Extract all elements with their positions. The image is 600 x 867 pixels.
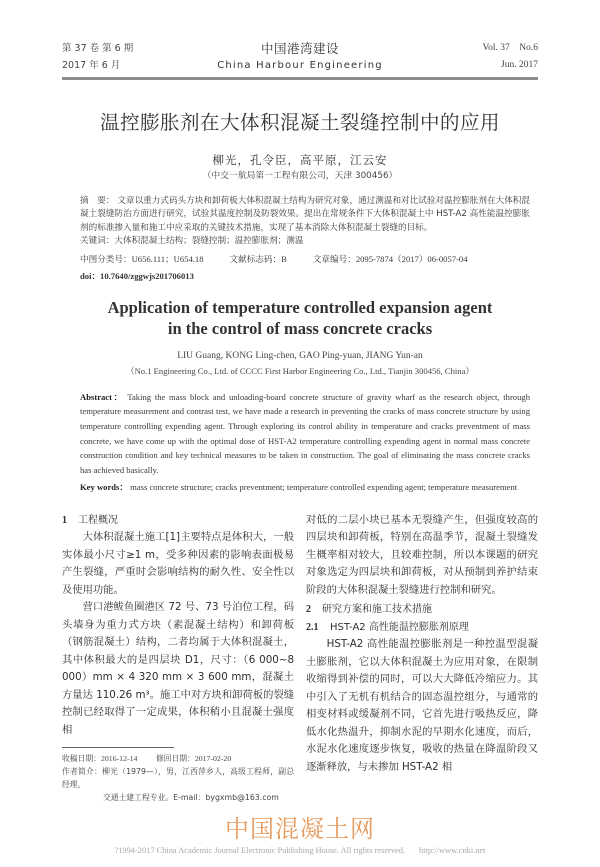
keywords-en-label: Key words：	[80, 481, 128, 492]
author-bio-label: 作者简介：	[62, 767, 103, 777]
author-bio-line1: 柳光（1979—），男，江西萍乡人，高级工程师，副总经理，	[62, 767, 295, 790]
section-2-1-heading	[306, 619, 538, 637]
article-no-value: 2095-7874（2017）06-0057-04	[355, 253, 468, 264]
title-en-line1: Application of temperature controlled expansion agent	[107, 297, 493, 317]
section-1-title: 工程概况	[78, 514, 118, 526]
section-2-1-title: HST-A2 高性能温控膨胀剂原理	[330, 621, 469, 633]
journal-name	[192, 40, 408, 74]
doi: doi：10.7640/zggwjs201706013	[80, 270, 194, 281]
abstract-cn-label: 摘 要：	[80, 196, 115, 206]
abstract-en-label: Abstract：	[80, 391, 124, 402]
title-cn: 温控膨胀剂在大体积混凝土裂缝控制中的应用	[99, 111, 500, 134]
classification-line	[80, 252, 530, 267]
section-1-number: 1	[62, 514, 67, 526]
abstract-en-text: Taking the mass block and unloading-board concrete structure of gravity wharf as the research object, through temperature measurement and contrast test, we have made a research in preventing the cracks of mass concrete structure by using temperature controlling expending agent. Through exploring its control ability in temperature and cracks preventment of mass concrete, we have come up with the optimal dose of HST-A2 temperature controlling expending agent in normal mass concrete construction condition and key technical measures to be taken in construction. The goal of eliminating the mass concrete cracks has achieved basically.	[80, 391, 530, 476]
journal-name-en: China Harbour Engineering	[217, 60, 383, 71]
paragraph-3: 对低的二层小块已基本无裂缝产生，但强度较高的四层块和卸荷板，特别在高温季节，混凝土裂缝发生概率相对较大，且较难控制，所以本课题的研究对象选定为四层块和卸荷板，对从预制到养护结束阶段的大体积混凝土裂缝进行控制和研究。	[306, 513, 538, 596]
section-1-heading	[62, 512, 294, 530]
body-columns	[62, 512, 538, 805]
article-no-label: 文章编号：	[312, 254, 356, 265]
section-2-title: 研究方案和施工技术措施	[322, 604, 432, 616]
doc-code-group	[230, 252, 287, 267]
keywords-en-line	[80, 480, 530, 494]
affiliation-cn: （中交一航局第一工程有限公司，天津 300456）	[202, 171, 398, 181]
received-label: 收稿日期：	[62, 754, 101, 764]
watermark: 中国混凝土网	[225, 815, 375, 844]
body-column-left	[62, 512, 294, 805]
article-no-group	[313, 252, 468, 267]
journal-name-cn: 中国港湾建设	[260, 41, 339, 56]
abstract-cn	[80, 195, 530, 249]
issue-info-en	[408, 40, 538, 74]
authors-en: LIU Guang, KONG Ling-chen, GAO Ping-yuan, JIANG Yun-an	[177, 350, 423, 361]
front-matter-cn	[62, 195, 538, 283]
issue-info-cn	[62, 40, 192, 74]
section-2-number: 2	[306, 604, 311, 616]
clc-group	[80, 252, 204, 267]
abstract-cn-text: 文章以重力式码头方块和卸荷板大体积混凝土结构为研究对象，通过测温和对比试验对温控膨胀剂在大体积混凝土裂缝防治方面进行研究，试验其温度控制及防裂效果。提出在常规条件下大体积混凝土中 HST-A2 高性能温控膨胀剂的标准掺入量和施工中应采取的关键技术措施，实现了基本消除大体积混凝土裂缝的目标。	[80, 196, 530, 233]
affiliation-en: （No.1 Engineering Co., Ltd. of CCCC First Harbor Engineering Co., Ltd., Tianjin 300456, China）	[125, 365, 475, 376]
doc-code-label: 文献标志码：	[229, 254, 282, 265]
date-en: Jun. 2017	[501, 60, 538, 70]
running-header	[62, 40, 538, 74]
header-rule	[62, 77, 538, 80]
paragraph-4: HST-A2 高性能温控膨胀剂是一种控温型混凝土膨胀剂，它以大体积混凝土为应用对象，在限制收缩得到补偿的同时，可以大大降低冷缩应力。其中引入了无机有机结合的固态温控组分，与通常的相变材料或缓凝剂不同，它首先进行吸热反应，降低水化热温升，抑制水泥的早期水化速度，而后，水泥水化速度逐步恢复，吸收的热量在降温阶段又逐渐释放，与未掺加 HST-A2 相	[306, 638, 538, 773]
footnote-rule	[62, 747, 174, 748]
date-cn: 2017 年 6 月	[62, 60, 121, 71]
clc-value: U656.111；U654.18	[131, 253, 204, 264]
keywords-en: mass concrete structure; cracks preventment; temperature controlled expending agent; temperature measurement	[130, 481, 518, 492]
title-en	[62, 297, 538, 339]
keywords-cn: 大体积混凝土结构；裂缝控制；温控膨胀剂；测温	[114, 236, 304, 247]
cnki-link[interactable]: http://www.cnki.net	[419, 846, 486, 856]
body-column-right	[306, 512, 538, 777]
abstract-en	[80, 390, 530, 478]
author-bio-line2: 交通土建工程专业。E-mail：bygxmb@163.com	[103, 793, 279, 803]
section-2-1-number: 2.1	[306, 621, 319, 633]
doc-code-value: B	[281, 253, 287, 264]
keywords-cn-label: 关键词：	[80, 236, 115, 247]
clc-label: 中图分类号：	[80, 254, 132, 265]
title-en-line2: in the control of mass concrete cracks	[167, 318, 433, 338]
copyright-line	[62, 844, 538, 857]
copyright-text: ?1994-2017 China Academic Journal Electronic Publishing House. All rights reserved.	[114, 846, 406, 856]
paragraph-2: 营口港鲅鱼圈港区 72 号、73 号泊位工程，码头墙身为重力式方块（素混凝土结构）和卸荷板（钢筋混凝土）结构，二者均属于大体积混凝土，其中体积最大的是四层块 D1，尺寸：（6 000~8 000）mm × 4 320 mm × 3 600 mm，混凝土方量达 110.26 m³。施工中对方块和卸荷板的裂缝控制已经取得了一定成果，体积稍小且混凝土强度相	[62, 601, 294, 736]
volume-cn: 第 37 卷 第 6 期	[62, 43, 134, 54]
authors-cn: 柳光，孔令臣，高平原，江云安	[212, 153, 388, 167]
section-2-heading	[306, 601, 538, 619]
footnote	[62, 752, 294, 804]
revised-label: 修回日期：	[155, 754, 195, 764]
revised-date: 2017-02-20	[194, 754, 232, 764]
front-matter-en	[62, 390, 538, 494]
paragraph-1: 大体积混凝土施工[1]主要特点是体积大，一般实体最小尺寸≥1 m，受多种因素的影响表面极易产生裂缝，严重时会影响结构的耐久性、安全性以及使用功能。	[62, 531, 294, 596]
volume-en: Vol. 37 No.6	[482, 43, 538, 53]
received-date: 2016-12-14	[100, 754, 138, 764]
